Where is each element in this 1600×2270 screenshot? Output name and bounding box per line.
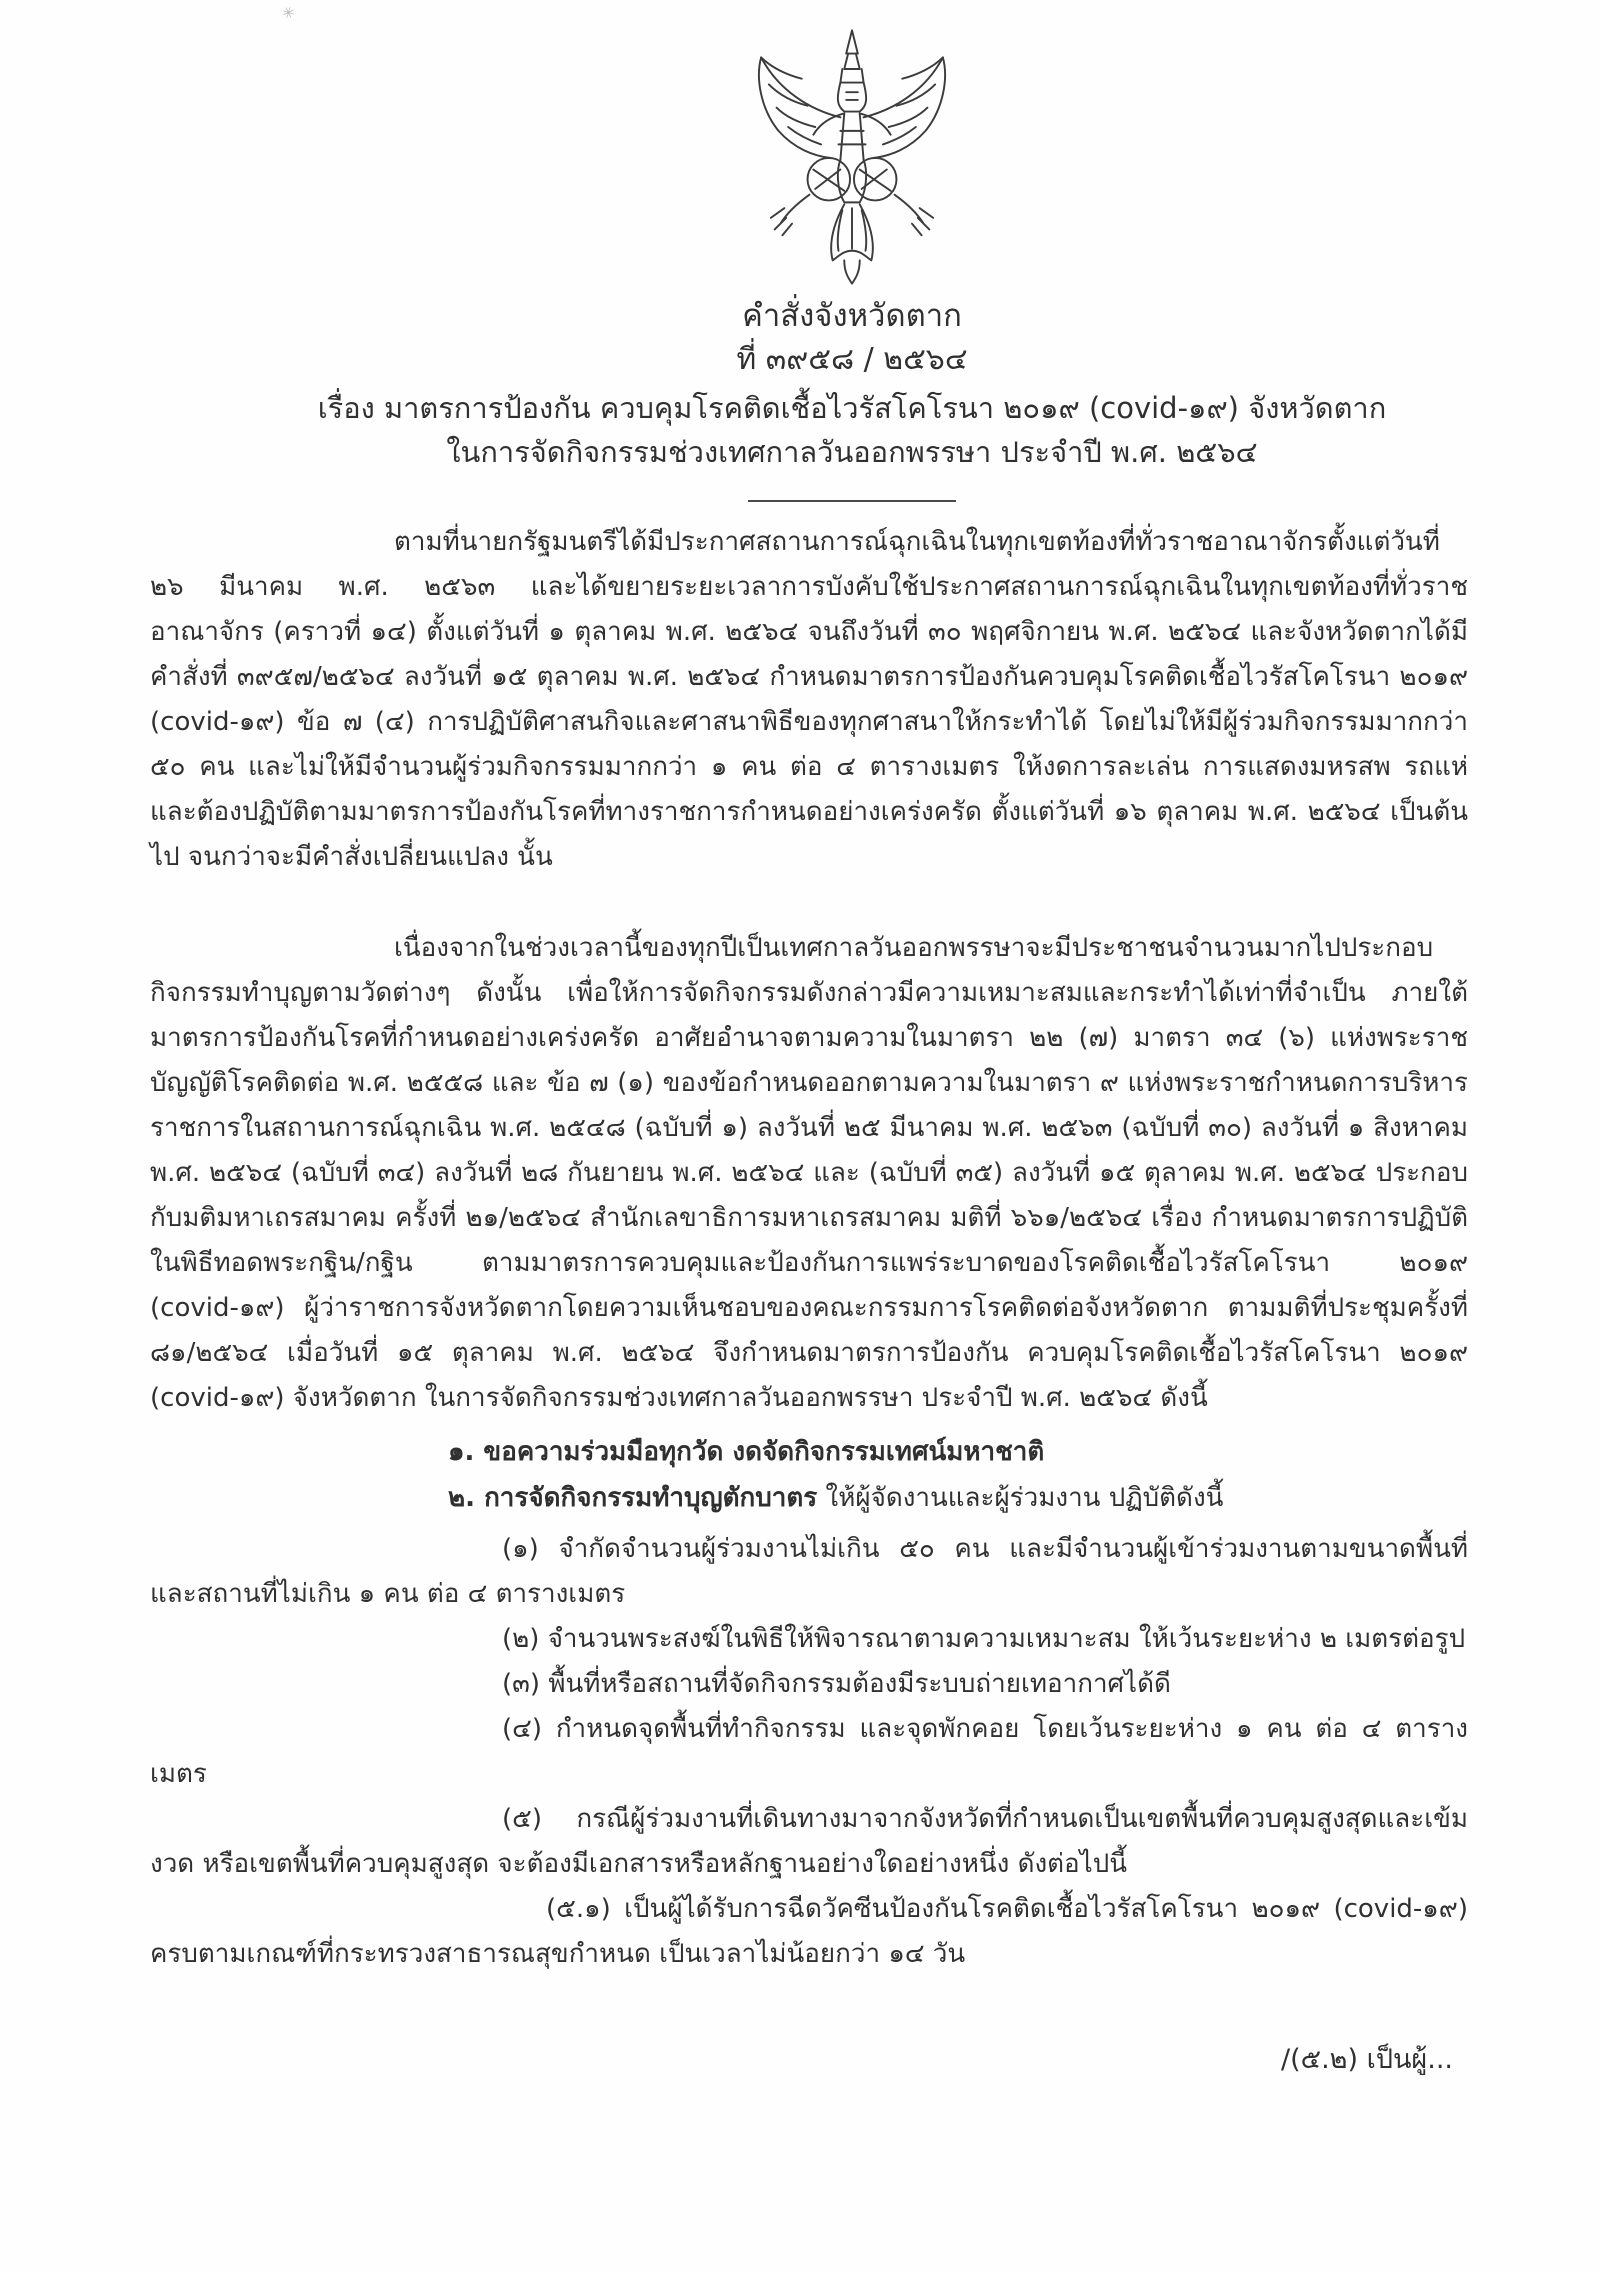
scan-artifact: ✳ <box>279 2 298 24</box>
subitem-5: (๕) กรณีผู้ร่วมงานที่เดินทางมาจากจังหวัดที่กำหนดเป็นเขตพื้นที่ควบคุมสูงสุดและเข้มงวด หรือเขตพื้นที่ควบคุมสูงสุด จะต้องมีเอกสารหรือหลักฐานอย่างใดอย่างหนึ่ง ดังต่อไปนี้ <box>150 1804 1468 1879</box>
subject-line-1: เรื่อง มาตรการป้องกัน ควบคุมโรคติดเชื้อไวรัสโคโรนา ๒๐๑๙ (covid-๑๙) จังหวัดตาก <box>317 391 1387 425</box>
order-subitems <box>150 1527 1468 1977</box>
item-2 <box>448 1475 1468 1521</box>
subitem-1: (๑) จำกัดจำนวนผู้ร่วมงานไม่เกิน ๕๐ คน และมีจำนวนผู้เข้าร่วมงานตามขนาดพื้นที่และสถานที่ไม่เกิน ๑ คน ต่อ ๔ ตารางเมตร <box>150 1534 1468 1609</box>
document-title: คำสั่งจังหวัดตาก <box>742 298 962 334</box>
paragraph-1: ตามที่นายกรัฐมนตรีได้มีประกาศสถานการณ์ฉุกเฉินในทุกเขตท้องที่ทั่วราชอาณาจักรตั้งแต่วันที่ ๒๖ มีนาคม พ.ศ. ๒๕๖๓ และได้ขยายระยะเวลาการบังคับใช้ประกาศสถานการณ์ฉุกเฉินในทุกเขตท้องที่ทั่วราชอาณาจักร (คราวที่ ๑๔) ตั้งแต่วันที่ ๑ ตุลาคม พ.ศ. ๒๕๖๔ จนถึงวันที่ ๓๐ พฤศจิกายน พ.ศ. ๒๕๖๔ และจังหวัดตากได้มีคำสั่งที่ ๓๙๕๗/๒๕๖๔ ลงวันที่ ๑๕ ตุลาคม พ.ศ. ๒๕๖๔ กำหนดมาตรการป้องกันควบคุมโรคติดเชื้อไวรัสโคโรนา ๒๐๑๙ (covid-๑๙) ข้อ ๗ (๔) การปฏิบัติศาสนกิจและศาสนาพิธีของทุกศาสนาให้กระทำได้ โดยไม่ให้มีผู้ร่วมกิจกรรมมากกว่า ๕๐ คน และไม่ให้มีจำนวนผู้ร่วมกิจกรรมมากกว่า ๑ คน ต่อ ๔ ตารางเมตร ให้งดการละเล่น การแสดงมหรสพ รถแห่ และต้องปฏิบัติตามมาตรการป้องกันโรคที่ทางราชการกำหนดอย่างเคร่งครัด ตั้งแต่วันที่ ๑๖ ตุลาคม พ.ศ. ๒๕๖๔ เป็นต้นไป จนกว่าจะมีคำสั่งเปลี่ยนแปลง นั้น <box>150 527 1468 872</box>
order-number: ที่ ๓๙๕๘ / ๒๕๖๔ <box>736 342 968 377</box>
subitem-4: (๔) กำหนดจุดพื้นที่ทำกิจกรรม และจุดพักคอย โดยเว้นระยะห่าง ๑ คน ต่อ ๔ ตารางเมตร <box>150 1714 1468 1789</box>
item-1 <box>448 1429 1468 1475</box>
item-2-rest: ให้ผู้จัดงานและผู้ร่วมงาน ปฏิบัติดังนี้ <box>817 1483 1224 1513</box>
paragraph-2: เนื่องจากในช่วงเวลานี้ของทุกปีเป็นเทศกาลวันออกพรรษาจะมีประชาชนจำนวนมากไปประกอบกิจกรรมทำบุญตามวัดต่างๆ ดังนั้น เพื่อให้การจัดกิจกรรมดังกล่าวมีความเหมาะสมและกระทำได้เท่าที่จำเป็น ภายใต้มาตรการป้องกันโรคที่กำหนดอย่างเคร่งครัด อาศัยอำนาจตามความในมาตรา ๒๒ (๗) มาตรา ๓๔ (๖) แห่งพระราชบัญญัติโรคติดต่อ พ.ศ. ๒๕๕๘ และ ข้อ ๗ (๑) ของข้อกำหนดออกตามความในมาตรา ๙ แห่งพระราชกำหนดการบริหารราชการในสถานการณ์ฉุกเฉิน พ.ศ. ๒๕๔๘ (ฉบับที่ ๑) ลงวันที่ ๒๕ มีนาคม พ.ศ. ๒๕๖๓ (ฉบับที่ ๓๐) ลงวันที่ ๑ สิงหาคม พ.ศ. ๒๕๖๔ (ฉบับที่ ๓๔) ลงวันที่ ๒๘ กันยายน พ.ศ. ๒๕๖๔ และ (ฉบับที่ ๓๕) ลงวันที่ ๑๕ ตุลาคม พ.ศ. ๒๕๖๔ ประกอบกับมติมหาเถรสมาคม ครั้งที่ ๒๑/๒๕๖๔ สำนักเลขาธิการมหาเถรสมาคม มติที่ ๖๖๑/๒๕๖๔ เรื่อง กำหนดมาตรการปฏิบัติในพิธีทอดพระกฐิน/กฐิน ตามมาตรการควบคุมและป้องกันการแพร่ระบาดของโรคติดเชื้อไวรัสโคโรนา ๒๐๑๙ (covid-๑๙) ผู้ว่าราชการจังหวัดตากโดยความเห็นชอบของคณะกรรมการโรคติดต่อจังหวัดตาก ตามมติที่ประชุมครั้งที่ ๘๑/๒๕๖๔ เมื่อวันที่ ๑๕ ตุลาคม พ.ศ. ๒๕๖๔ จึงกำหนดมาตรการป้องกัน ควบคุมโรคติดเชื้อไวรัสโคโรนา ๒๐๑๙ (covid-๑๙) จังหวัดตาก ในการจัดกิจกรรมช่วงเทศกาลวันออกพรรษา ประจำปี พ.ศ. ๒๕๖๔ ดังนี้ <box>150 933 1468 1413</box>
document-header <box>52 24 1600 502</box>
subitem-5-1: (๕.๑) เป็นผู้ได้รับการฉีดวัคซีนป้องกันโรคติดเชื้อไวรัสโคโรนา ๒๐๑๙ (covid-๑๙) ครบตามเกณฑ์ที่กระทรวงสาธารณสุขกำหนด เป็นเวลาไม่น้อยกว่า ๑๔ วัน <box>150 1894 1468 1969</box>
page-continuation-note: /(๕.๒) เป็นผู้... <box>1281 2044 1453 2075</box>
document-body <box>150 520 1468 1977</box>
header-divider <box>748 500 956 502</box>
subitem-3: (๓) พื้นที่หรือสถานที่จัดกิจกรรมต้องมีระบบถ่ายเทอากาศได้ดี <box>502 1669 1171 1699</box>
subitem-2: (๒) จำนวนพระสงฆ์ในพิธีให้พิจารณาตามความเหมาะสม ให้เว้นระยะห่าง ๒ เมตรต่อรูป <box>502 1624 1466 1654</box>
order-items <box>448 1429 1468 1521</box>
garuda-emblem-icon <box>736 24 968 288</box>
item-1-text: ๑. ขอความร่วมมือทุกวัด งดจัดกิจกรรมเทศน์มหาชาติ <box>448 1437 1045 1467</box>
item-2-text: ๒. การจัดกิจกรรมทำบุญตักบาตร <box>448 1483 818 1513</box>
subject-line-2: ในการจัดกิจกรรมช่วงเทศกาลวันออกพรรษา ประจำปี พ.ศ. ๒๕๖๔ <box>446 435 1258 469</box>
